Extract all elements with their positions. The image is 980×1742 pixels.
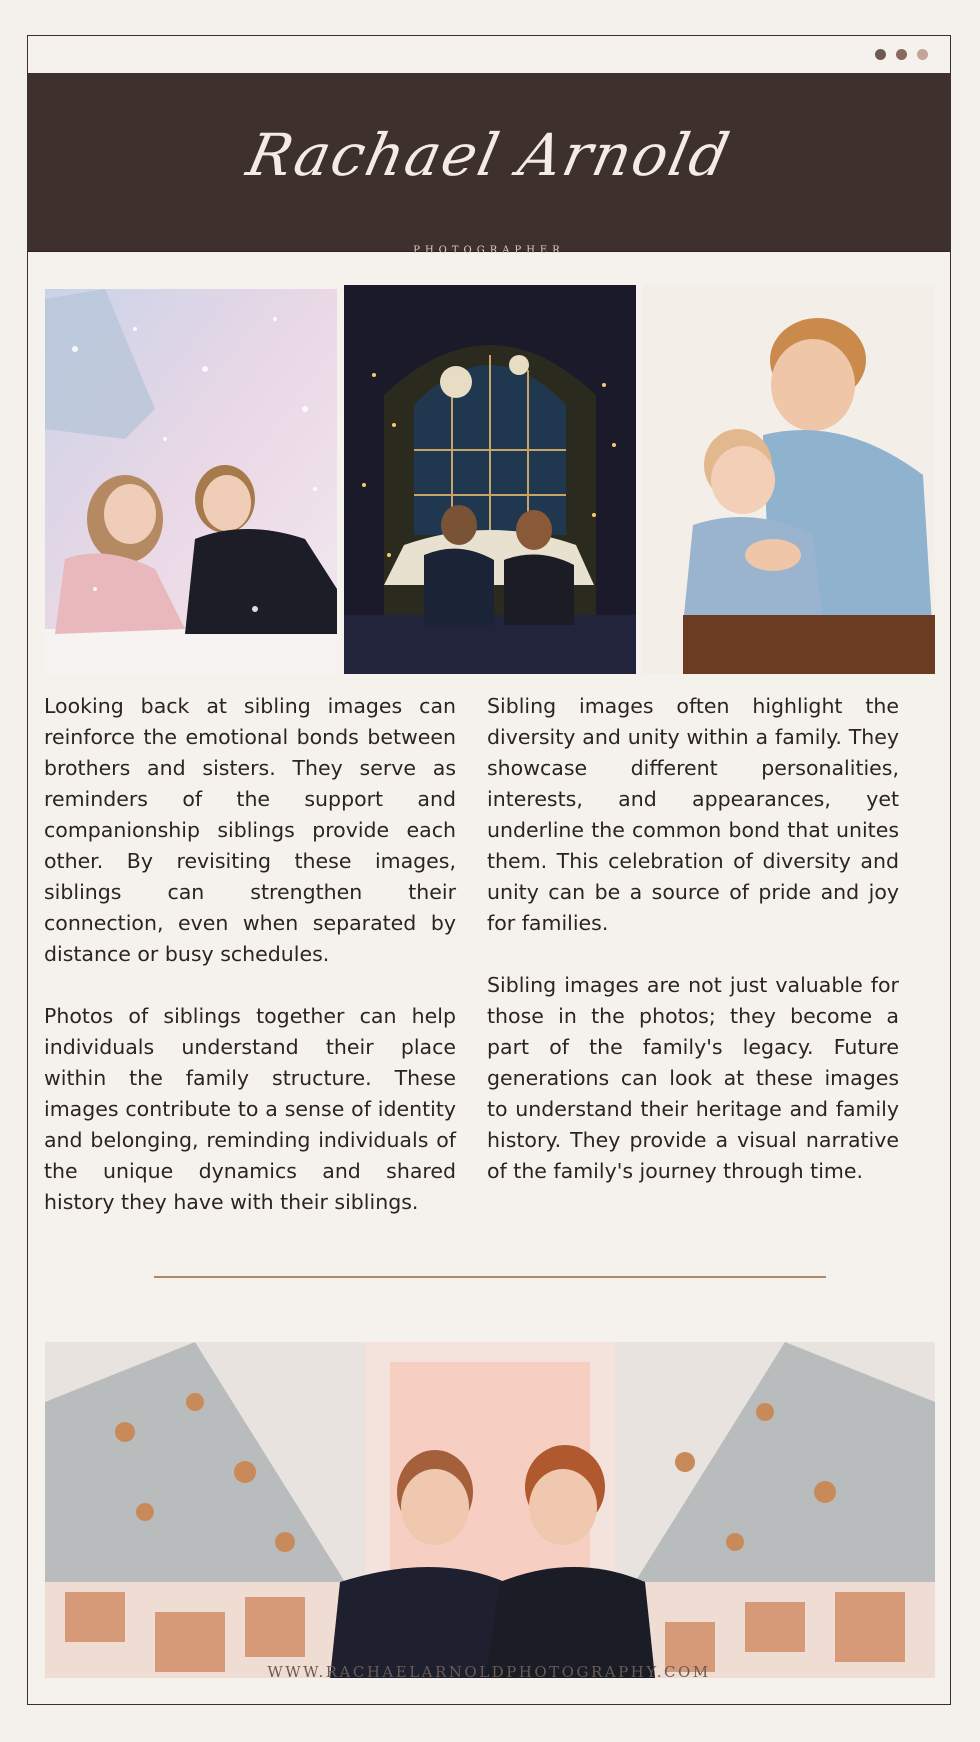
- dot-3: [917, 49, 928, 60]
- article-paragraph: Sibling images are not just valuable for those in the photos; they become a part of the family's legacy. Future generations can look at these images to understand their heritage and family history. They provide a visual narrative of the family's journey through time.: [487, 973, 899, 1183]
- photo-night-window-siblings: [344, 285, 636, 674]
- brand-header: [28, 73, 950, 256]
- photo-brothers-hug: [643, 285, 935, 674]
- article-paragraph: Photos of siblings together can help individuals understand their place within the family structure. These images contribute to a sense of identity and belonging, reminding individuals of the unique dynamics and shared history they have with their siblings.: [44, 1004, 456, 1214]
- window-dots: [875, 49, 928, 60]
- photo-christmas-brothers: [45, 1342, 935, 1678]
- divider-line: [154, 1276, 826, 1278]
- article-paragraph: Looking back at sibling images can reinforce the emotional bonds between brothers and sisters. They serve as reminders of the support and companionship siblings provide each other. By revisiting these images, siblings can strengthen their connection, even when separated by distance or busy schedules.: [44, 694, 456, 966]
- photo-winter-siblings: [45, 289, 337, 675]
- article-paragraph: Sibling images often highlight the diversity and unity within a family. They showcase different personalities, interests, and appearances, yet underline the common bond that unites them. This celebration of diversity and unity can be a source of pride and joy for families.: [487, 694, 899, 935]
- article-column-left: [44, 691, 456, 1249]
- website-footer: WWW.RACHAELARNOLDPHOTOGRAPHY.COM: [267, 1663, 711, 1681]
- brand-subtitle: PHOTOGRAPHER: [413, 245, 565, 256]
- page-frame: [27, 35, 951, 1705]
- article-column-right: [487, 691, 899, 1218]
- dot-2: [896, 49, 907, 60]
- brand-logo: Rachael Arnold: [241, 121, 737, 189]
- dot-1: [875, 49, 886, 60]
